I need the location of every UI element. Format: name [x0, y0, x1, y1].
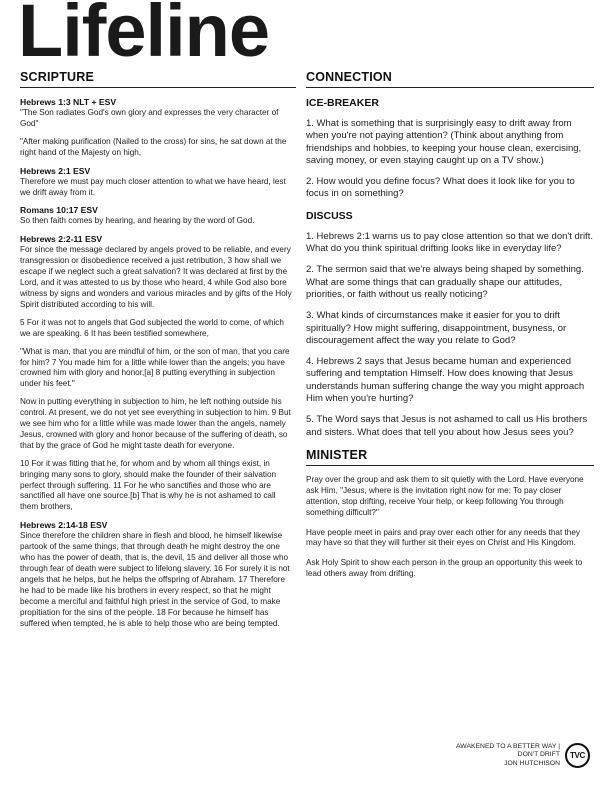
passage-hebrews-2-2-11	[20, 234, 296, 513]
minister-paragraph: Ask Holy Spirit to show each person in the group an opportunity this week to lead others away from drifting.	[306, 558, 583, 579]
passage-text: "After making purification (Nailed to the cross) for sins, he sat down at the right hand of the Majesty on high,	[20, 136, 287, 157]
discuss-question: 4. Hebrews 2 says that Jesus became human and experienced suffering and temptation Himself. How does knowing that Jesus understands human suffering change the way you might approach Him when you're hurting?	[306, 356, 585, 405]
speaker-name: JON HUTCHISON	[504, 759, 560, 767]
scripture-column	[20, 70, 296, 636]
passage-text: Since therefore the children share in flesh and blood, he himself likewise partook of the same things, that through death he might destroy the one who has the power of death, that is, the devil, 15 and deliver all those who through fear of death were subject to lifelong slavery. 16 For surely it is not angels that he helps, but he helps the offspring of Abraham. 17 Therefore he had to be made like his brothers in every respect, so that he might become a merciful and faithful high priest in the service of God, to make propitiation for the sins of the people. 18 For because he himself has suffered when tempted, he is able to help those who are being tempted.	[20, 531, 290, 628]
icebreaker-question: 1. What is something that is surprisingly easy to drift away from when you're not paying attention? (Think about anything from friendships and hobbies, to keeping your house clean, exercising, saving money, or even staying caught up on a TV show.)	[306, 118, 582, 166]
minister-paragraph: Have people meet in pairs and pray over each other for any needs that they may have so that they will further sit their eyes on Christ and His Kingdom.	[306, 527, 580, 548]
icebreaker-heading: ICE-BREAKER	[306, 97, 379, 109]
passage-reference: Hebrews 2:1 ESV	[20, 165, 91, 176]
passage-romans-10-17	[20, 205, 296, 227]
church-logo: TVC	[565, 743, 590, 768]
passage-text: Therefore we must pay much closer attention to what we have heard, lest we drift away from it.	[20, 176, 286, 197]
connection-column	[306, 70, 594, 589]
minister-heading: MINISTER	[306, 448, 594, 466]
series-title: AWAKENED TO A BETTER WAY |	[456, 743, 560, 750]
discuss-question: 1. Hebrews 2:1 warns us to pay close attention so that we don't drift. What do you think spiritual drifting looks like in everyday life?	[306, 230, 593, 255]
passage-text: 10 For it was fitting that he, for whom and by whom all things exist, in bringing many sons to glory, should make the founder of their salvation perfect through suffering. 11 For he who sanctifies and those who are sanctified all have one source.[b] That is why he is not ashamed to call them brothers,	[20, 458, 277, 512]
passage-text: "The Son radiates God's own glory and expresses the very character of God"	[20, 108, 279, 128]
passage-text: "What is man, that you are mindful of him, or the son of man, that you care for him? 7 You made him for a little while lower than the angels; you have crowned him with glory and honor,[a] 8 putting everything in subjection under his feet."	[20, 346, 290, 389]
passage-text: Now in putting everything in subjection to him, he left nothing outside his control. At present, we do not yet see everything in subjection to him. 9 But we see him who for a little while was made lower than the angels, namely Jesus, crowned with glory and honor because of the suffering of death, so that by the grace of God he might taste death for everyone.	[20, 397, 291, 450]
passage-reference: Romans 10:17 ESV	[20, 205, 98, 216]
discuss-heading: DISCUSS	[306, 209, 353, 222]
passage-hebrews-2-14-18	[20, 520, 296, 629]
icebreaker-question: 2. How would you define focus? What does it look like for you to focus in on something?	[306, 176, 575, 200]
passage-text: 5 For it was not to angels that God subjected the world to come, of which we are speaking. 6 It has been testified somewhere,	[20, 317, 284, 338]
passage-text: For since the message declared by angels proved to be reliable, and every transgression or disobedience received a just retribution, 3 how shall we escape if we neglect such a great salvation? It was declared at first by the Lord, and it was attested to us by those who heard, 4 while God also bore witness by signs and wonders and various miracles and by gifts of the Holy Spirit distributed according to his will.	[20, 245, 292, 309]
page-title: Lifeline	[18, 0, 270, 72]
footer-credits	[410, 743, 560, 768]
passage-text: So then faith comes by hearing, and hearing by the word of God.	[20, 216, 255, 226]
discuss-question: 3. What kinds of circumstances make it easier for you to drift spiritually? How might suffering, disappointment, busyness, or discouragement affect the way you relate to God?	[306, 310, 567, 346]
scripture-heading: SCRIPTURE	[20, 70, 296, 88]
connection-heading: CONNECTION	[306, 70, 594, 88]
passage-hebrews-1-3	[20, 97, 296, 159]
passage-reference: Hebrews 1:3 NLT + ESV	[20, 97, 117, 107]
sermon-title: DON'T DRIFT	[517, 751, 560, 759]
passage-reference: Hebrews 2:2-11 ESV	[20, 234, 103, 245]
discuss-question: 5. The Word says that Jesus is not ashamed to call us His brothers and sisters. What does that tell you about how Jesus sees you?	[306, 414, 588, 438]
passage-reference: Hebrews 2:14-18 ESV	[20, 520, 108, 531]
minister-paragraph: Pray over the group and ask them to sit quietly with the Lord. Have everyone ask Him, "Jesus, where is the invitation right now for me: To pay closer attention, stop drifting, receive Your help, or keep following You through something difficult?"	[306, 474, 584, 517]
passage-hebrews-2-1	[20, 166, 296, 199]
discuss-question: 2. The sermon said that we're always being shaped by something. What are some things that can gradually shape our attitudes, priorities, or faith without us really noticing?	[306, 264, 584, 300]
